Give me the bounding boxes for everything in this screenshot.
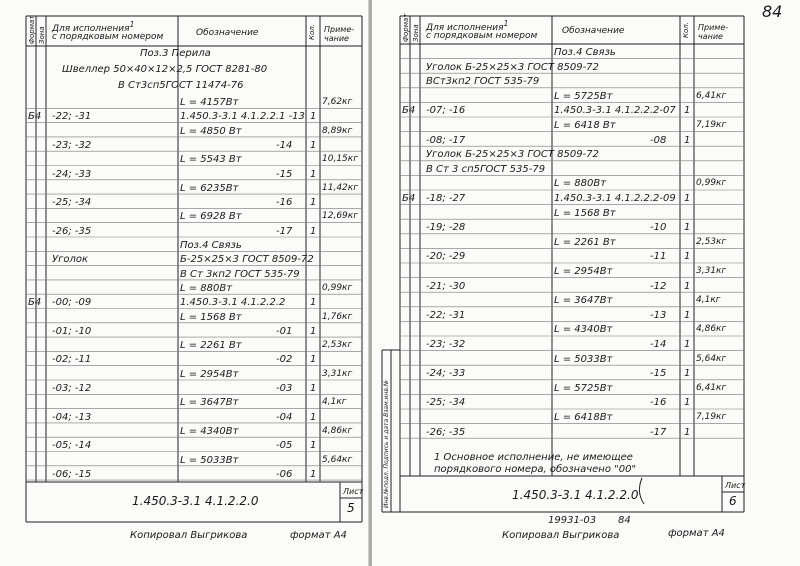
row-format: Б4 — [28, 297, 42, 309]
row-designation: L = 3647Вт — [180, 397, 239, 409]
r-hdr-qty: Кол. — [682, 22, 690, 38]
left-sheet-label: Лист — [343, 487, 364, 496]
row-designation: 1.450.3-3.1 4.1.2.2.1 -13 — [180, 111, 305, 123]
row-qty: 1 — [684, 134, 691, 146]
r-hdr-designation: Обозначение — [562, 26, 625, 36]
row-note: 4,86кг — [696, 324, 727, 335]
r-hdr-note-1: Приме- — [698, 23, 729, 32]
doc-number: 19931-03 — [548, 515, 597, 526]
row-note: 3,31кг — [696, 266, 727, 276]
row-designation: Поз.4 Связь — [180, 240, 242, 251]
row-designation: L = 1568 Вт — [180, 311, 242, 323]
row-designation: L = 6418Вт — [554, 412, 613, 423]
row-designation: -05 — [276, 440, 293, 452]
row-qty: 1 — [684, 426, 691, 438]
r-hdr-zone: Зона — [412, 24, 420, 42]
row-note: 5,64кг — [696, 353, 727, 364]
r-hdr-format: Формат — [402, 13, 410, 42]
row-designation: -13 — [650, 309, 667, 321]
hdr-format: Формат — [28, 15, 36, 44]
row-serial: Уголок Б-25×25×3 ГОСТ 8509-72 — [426, 61, 599, 73]
row-designation: L = 6928 Вт — [180, 211, 242, 223]
row-serial: -05; -14 — [52, 440, 92, 452]
row-designation: -16 — [650, 397, 667, 409]
row-designation: -12 — [650, 280, 667, 292]
shveller-material: В Ст3сп5ГОСТ 11474-76 — [118, 80, 244, 91]
row-qty: 1 — [684, 339, 691, 350]
row-designation: L = 1568 Вт — [554, 207, 616, 219]
row-serial: -07; -16 — [426, 105, 466, 117]
left-copied: Копировал Выгрикова — [130, 530, 248, 541]
row-note: 3,31кг — [322, 368, 353, 379]
hdr-serial: с порядковым номером — [52, 32, 164, 42]
row-designation: -06 — [276, 468, 293, 480]
row-designation: -03 — [276, 383, 293, 394]
row-note: 7,19кг — [696, 120, 727, 130]
row-designation: -14 — [276, 139, 293, 151]
footnote-line-1: 1 Основное исполнение, не имеющее — [434, 452, 633, 463]
row-designation: 1.450.3-3.1 4.1.2.2.2 — [180, 297, 286, 309]
row-designation: L = 6418 Вт — [554, 120, 616, 131]
row-designation: L = 5543 Вт — [180, 154, 242, 166]
row-serial: -20; -29 — [426, 251, 466, 263]
left-stamp-code: 1.450.3-3.1 4.1.2.2.0 — [132, 494, 259, 508]
r-hdr-note-2: чание — [698, 32, 723, 41]
shveller-spec: Швеллер 50×40×12×2,5 ГОСТ 8281-80 — [62, 64, 268, 75]
row-qty: 1 — [684, 251, 691, 263]
row-designation: L = 2261 Вт — [554, 236, 616, 248]
row-serial: -25; -34 — [426, 397, 466, 409]
row-qty: 1 — [684, 397, 691, 409]
row-note: 6,41кг — [696, 382, 727, 393]
r-hdr-serial: с порядковым номером — [426, 31, 538, 41]
row-designation: В Ст 3кп2 ГОСТ 535-79 — [180, 268, 300, 280]
row-qty: 1 — [684, 280, 691, 292]
row-note: 4,1кг — [322, 397, 347, 408]
row-serial: -26; -35 — [426, 426, 466, 438]
hdr-designation: Обозначение — [196, 28, 259, 38]
row-serial: В Ст 3 сп5ГОСТ 535-79 — [426, 163, 546, 175]
right-format: формат А4 — [668, 528, 725, 539]
row-qty: 1 — [310, 468, 317, 480]
row-qty: 1 — [684, 222, 691, 234]
row-designation: -15 — [276, 168, 293, 180]
row-serial: -23; -32 — [52, 139, 92, 151]
row-qty: 1 — [310, 440, 317, 452]
r-hdr-for-execution: Для исполнения$^1$ — [426, 19, 509, 33]
pos3-title: Поз.3 Перила — [140, 48, 211, 59]
left-format: формат А4 — [290, 530, 347, 541]
hdr-qty: Кол. — [308, 24, 316, 40]
row-designation: -14 — [650, 339, 667, 350]
right-stamp-code: 1.450.3-3.1 4.1.2.2.0 — [512, 488, 639, 502]
row-qty: 1 — [310, 139, 317, 151]
doc-page: 84 — [618, 515, 631, 526]
row-qty: 1 — [310, 411, 317, 423]
row-designation: 1.450.3-3.1 4.1.2.2.2-09 — [554, 193, 676, 204]
row-designation: L = 4850 Вт — [180, 125, 242, 137]
row-note: 10,15кг — [322, 154, 358, 165]
right-sheet — [372, 0, 800, 566]
row-designation: L = 6235Вт — [180, 182, 239, 194]
row-designation: -16 — [276, 197, 293, 209]
row-designation: -17 — [650, 426, 667, 438]
row-format: Б4 — [402, 105, 416, 117]
row-designation: -17 — [276, 225, 293, 237]
row-note: 6,41кг — [696, 90, 727, 101]
row-serial: -24; -33 — [426, 368, 466, 380]
row-designation: L = 2954Вт — [554, 266, 613, 277]
row-serial: -04; -13 — [52, 411, 92, 423]
row-qty: 1 — [684, 309, 691, 321]
row-serial: -25; -34 — [52, 197, 92, 209]
row-serial: -26; -35 — [52, 225, 92, 237]
row-designation: L = 5725Вт — [554, 90, 613, 102]
row-designation: L = 880Вт — [180, 282, 233, 294]
row-designation: -08 — [650, 134, 667, 146]
row-serial: -01; -10 — [52, 325, 92, 337]
row-note: 0,99кг — [696, 178, 727, 189]
row-qty: 1 — [310, 225, 317, 237]
row-serial: -06; -15 — [52, 468, 92, 480]
row-serial: -21; -30 — [426, 280, 466, 292]
row-serial: Уголок Б-25×25×3 ГОСТ 8509-72 — [426, 149, 599, 161]
row-serial: ВСт3кп2 ГОСТ 535-79 — [426, 76, 540, 88]
row-qty: 1 — [310, 383, 317, 394]
row-serial: -22; -31 — [426, 309, 466, 321]
row-note: 1,76кг — [322, 311, 353, 322]
row-serial: -18; -27 — [426, 193, 466, 204]
row-qty: 1 — [310, 168, 317, 180]
right-sheet-label: Лист — [725, 481, 746, 490]
row-qty: 1 — [684, 368, 691, 380]
row-designation: L = 5725Вт — [554, 382, 613, 394]
row-designation: -04 — [276, 411, 293, 423]
row-serial: -08; -17 — [426, 134, 466, 146]
row-designation: Б-25×25×3 ГОСТ 8509-72 — [180, 254, 314, 266]
row-format: Б4 — [402, 193, 416, 204]
handwritten-page-number: 84 — [762, 2, 783, 21]
row-qty: 1 — [310, 354, 317, 366]
row-note: 12,69кг — [322, 211, 358, 222]
row-qty: 1 — [684, 193, 691, 204]
hdr-zone: Зона — [38, 26, 46, 44]
hdr-note-1: Приме- — [324, 25, 355, 34]
row-designation: L = 2261 Вт — [180, 340, 242, 352]
row-serial: -24; -33 — [52, 168, 92, 180]
row-designation: -02 — [276, 354, 293, 366]
row-note: 5,64кг — [322, 454, 353, 465]
row-designation: L = 4340Вт — [554, 324, 613, 336]
row-designation: L = 2954Вт — [180, 368, 239, 380]
row-serial: -02; -11 — [52, 354, 92, 366]
left-sheet — [0, 0, 372, 566]
row-designation: L = 4340Вт — [180, 425, 239, 437]
row-note: 11,42кг — [322, 182, 358, 193]
row-designation: -15 — [650, 368, 667, 380]
row-note: 4,86кг — [322, 425, 353, 436]
row-designation: L = 4157Вт — [180, 97, 239, 108]
row-qty: 1 — [310, 197, 317, 209]
row-designation: L = 5033Вт — [180, 454, 239, 466]
row-designation: L = 880Вт — [554, 178, 607, 190]
row-designation: 1.450.3-3.1 4.1.2.2.2-07 — [554, 105, 676, 117]
row-note: 2,53кг — [322, 340, 353, 351]
hdr-note-2: чание — [324, 34, 349, 43]
row-note: 0,99кг — [322, 282, 353, 293]
row-designation: -11 — [650, 251, 667, 263]
row-designation: -10 — [650, 222, 667, 234]
row-note: 7,19кг — [696, 412, 727, 422]
row-designation: L = 3647Вт — [554, 295, 613, 307]
row-qty: 1 — [310, 325, 317, 337]
row-serial: -03; -12 — [52, 383, 92, 394]
signature-mark — [639, 478, 644, 504]
left-sheet-number: 5 — [347, 501, 355, 515]
row-serial: -22; -31 — [52, 111, 92, 123]
footnote-line-2: порядкового номера, обозначено "00" — [434, 464, 637, 475]
row-qty: 1 — [684, 105, 691, 117]
row-designation: L = 5033Вт — [554, 353, 613, 365]
row-serial: -00; -09 — [52, 297, 92, 309]
row-serial: Уголок — [52, 254, 89, 266]
row-qty: 1 — [310, 297, 317, 309]
hdr-for-execution: Для исполнения$^1$ — [52, 20, 135, 34]
side-approval-strip: Инв.№подл. Подпись и дата Взам.инв.№ — [383, 379, 390, 508]
right-sheet-number: 6 — [729, 494, 737, 508]
right-copied: Копировал Выгрикова — [502, 530, 620, 541]
row-note: 2,53кг — [696, 236, 727, 247]
row-serial: -19; -28 — [426, 222, 466, 234]
row-qty: 1 — [310, 111, 317, 123]
row-note: 4,1кг — [696, 295, 721, 306]
row-note: 7,62кг — [322, 97, 353, 107]
row-serial: -23; -32 — [426, 339, 466, 350]
row-note: 8,89кг — [322, 125, 353, 136]
row-designation: Поз.4 Связь — [554, 47, 616, 58]
row-designation: -01 — [276, 325, 293, 337]
row-format: Б4 — [28, 111, 42, 123]
